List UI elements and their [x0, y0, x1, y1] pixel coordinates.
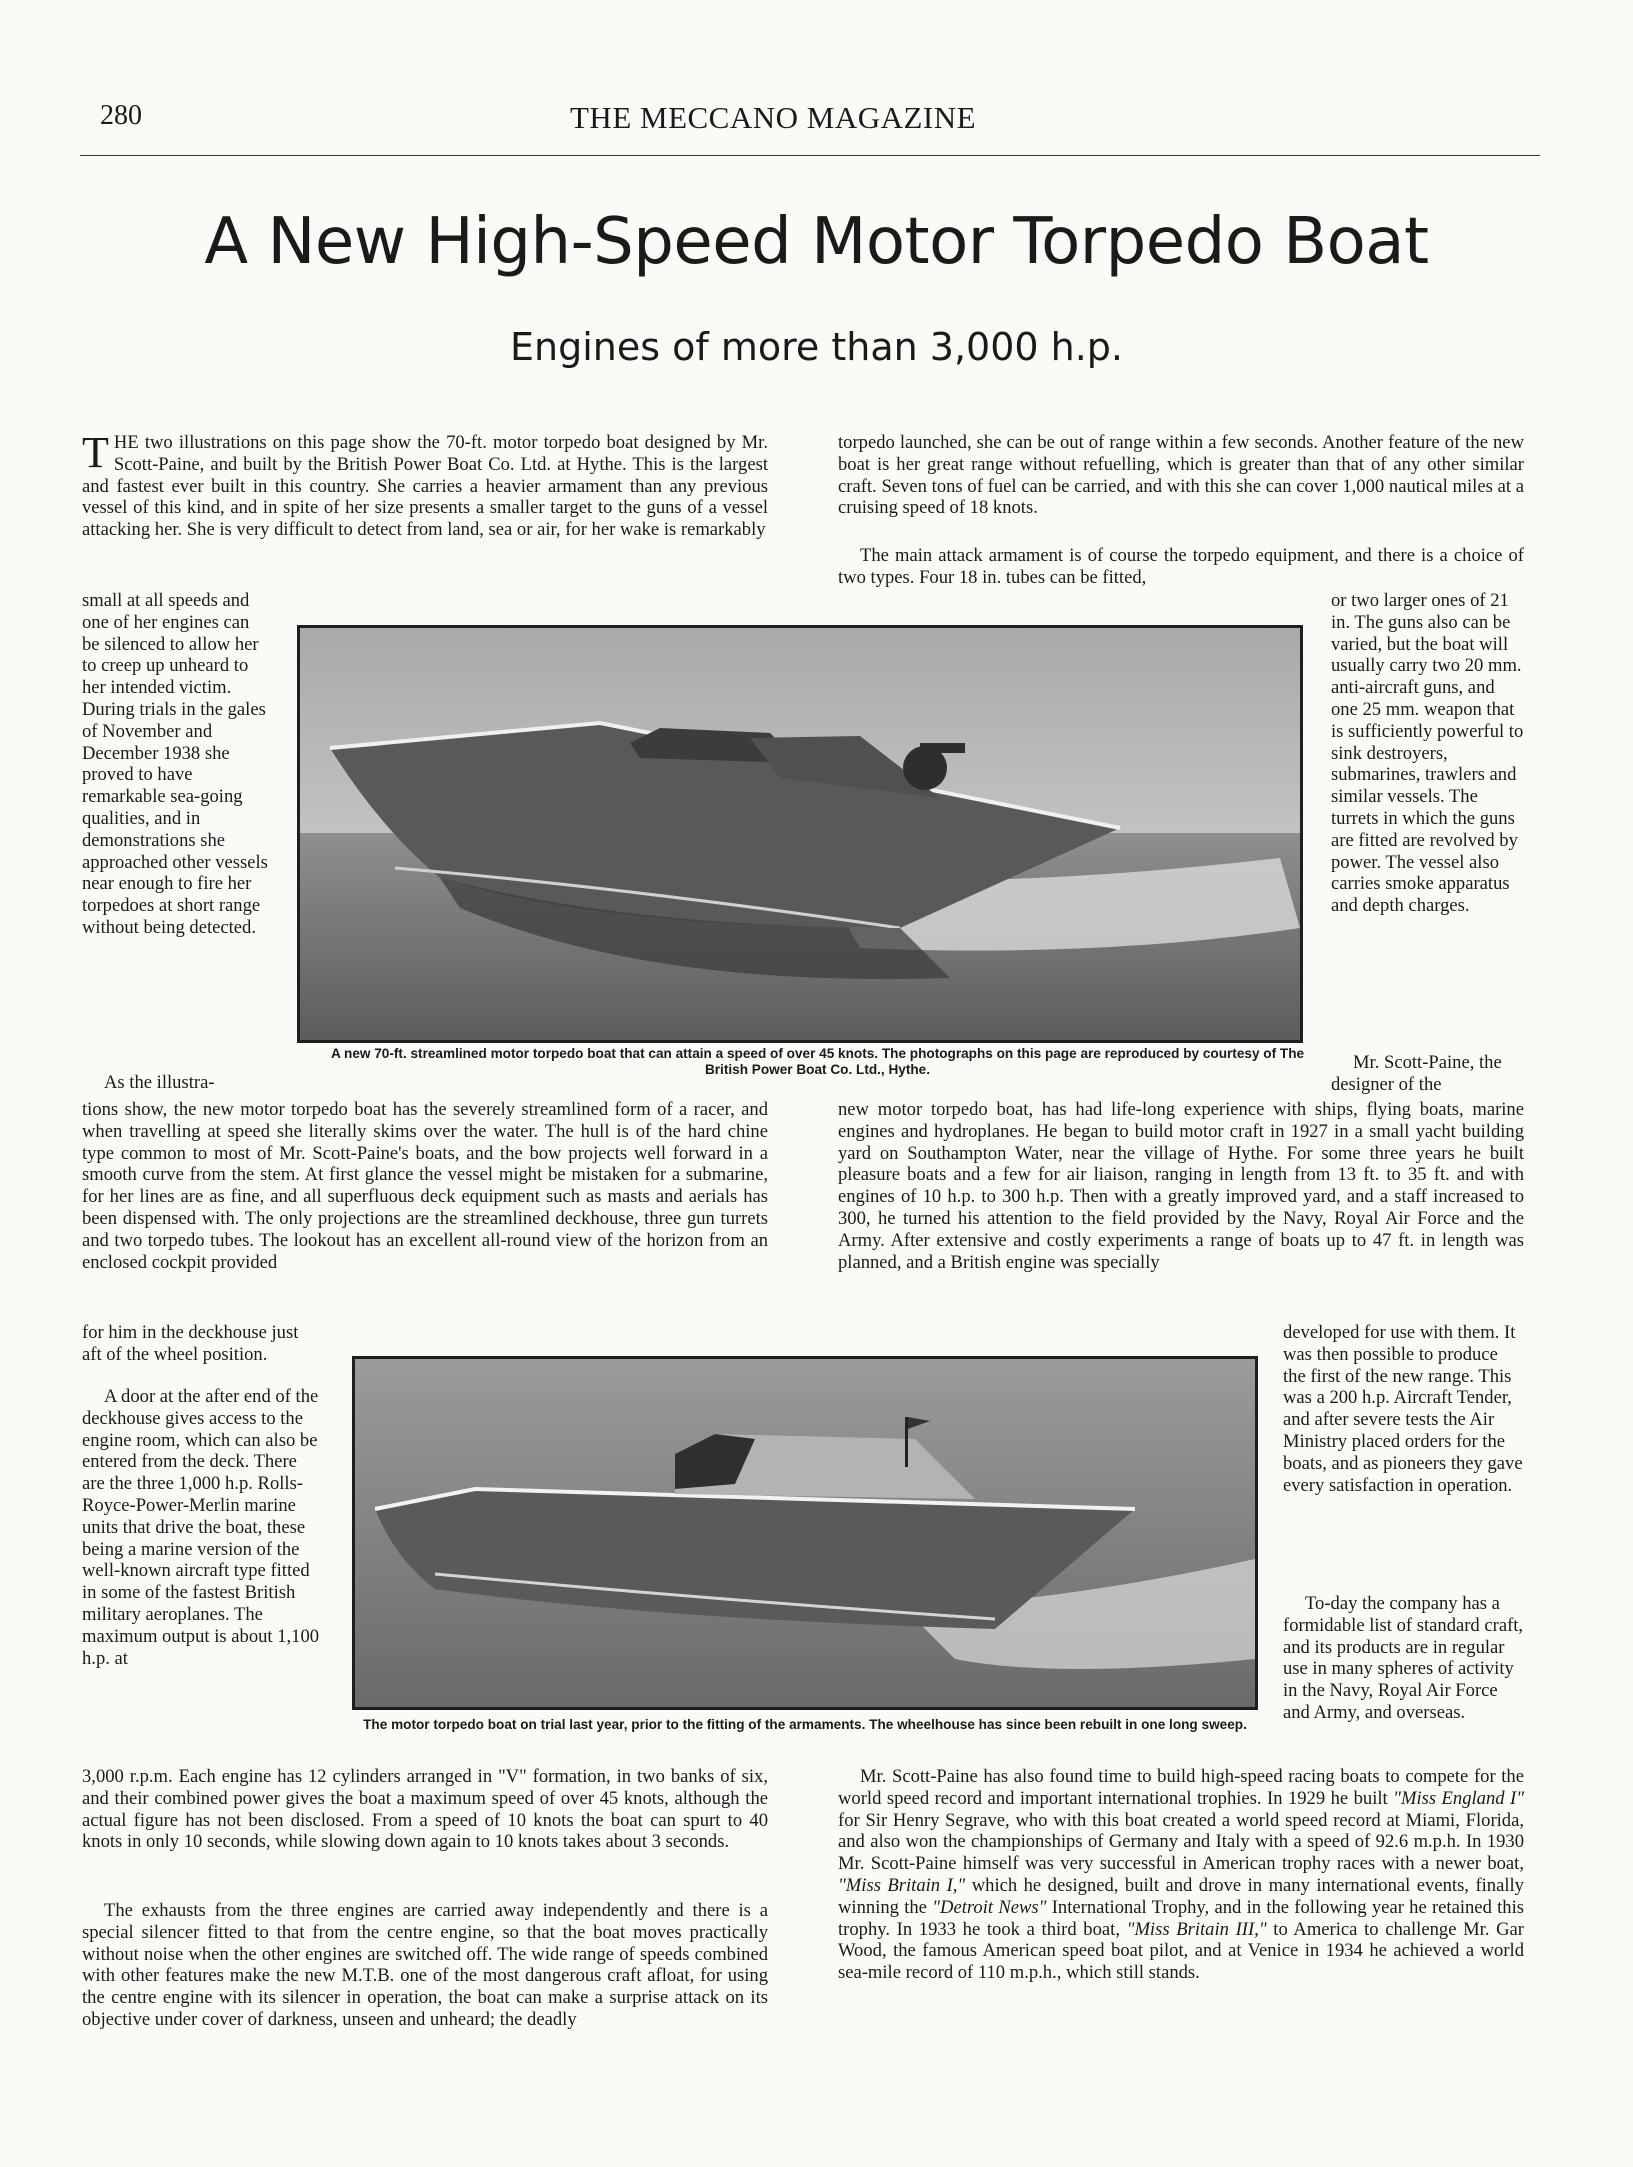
right-para3-wrap: Mr. Scott-Paine, the designer of the: [1331, 1052, 1502, 1095]
right-para3-full: new motor torpedo boat, has had life-long experience with ships, flying boats, marine engines and hydroplanes. He began to build motor craft in 1927 in a small yacht building yard on Southampton Water, near the village of Hythe. For some three years he built pleasure boats and a few for air liaison, ranging in length from 13 ft. to 35 ft. and with engines of 10 h.p. to 300 h.p. Then with a greatly improved yard, and a staff increased to 300, he turned his attention to the field provided by the Navy, Royal Air Force and the Army. After extensive and costly experiments a range of boats up to 47 ft. in length was planned, and a British engine was specially: [838, 1099, 1524, 1273]
intro-wrap: small at all speeds and one of her engines can be silenced to allow her to creep up unheard to her intended victim. During trials in the gales of November and December 1938 she proved to have remarkable sea-going qualities, and in demonstrations she approached other vessels near enough to fire her torpedoes at short range without being detected.: [82, 590, 268, 938]
right-para2-lead: The main attack armament is of course the torpedo equipment, and there is a choice of two types. Four 18 in. tubes can be fitted,: [838, 545, 1524, 588]
page-number: 280: [100, 100, 142, 131]
bottom-photo-caption: The motor torpedo boat on trial last year, prior to the fitting of the armaments. The wheelhouse has since been rebuilt in one long sweep.: [363, 1717, 1247, 1732]
torpedo-boat-trial-image: [355, 1359, 1255, 1707]
article-title: A New High-Speed Motor Torpedo Boat: [204, 205, 1429, 279]
para2-full: tions show, the new motor torpedo boat has the severely streamlined form of a racer, and when travelling at speed she literally skims over the water. The hull is of the hard chine type common to most of Mr. Scott-Paine's boats, and the bow projects well forward in a smooth curve from the stem. At first glance the vessel might be mistaken for a submarine, for her lines are as fine, and all superfluous deck equipment such as masts and aerials has been dispensed with. The only projections are the streamlined deckhouse, three gun turrets and two torpedo tubes. The lookout has an excellent all-round view of the horizon from an enclosed cockpit provided: [82, 1099, 768, 1273]
right-para5: Mr. Scott-Paine has also found time to build high-speed racing boats to compete for the world speed record and important international trophies. In 1929 he built "Miss England I" for Sir Henry Segrave, who with this boat created a world speed record at Miami, Florida, and also won the championships of Germany and Italy with a speed of 92.6 m.p.h. In 1930 Mr. Scott-Paine himself was very successful in American trophy races with a newer boat, "Miss Britain I," which he designed, built and drove in many international events, finally winning the "Detroit News" International Trophy, and in the following year he retained this trophy. In 1933 he took a third boat, "Miss Britain III," to America to challenge Mr. Gar Wood, the famous American speed boat pilot, and at Venice in 1934 he achieved a world sea-mile record of 110 m.p.h., which still stands.: [838, 1766, 1525, 1984]
drop-cap: T: [82, 428, 109, 477]
para3-wrap: A door at the after end of the deckhouse gives access to the engine room, which can also be entered from the deck. There are the three 1,000 h.p. Rolls-Royce-Power-Merlin marine units that drive the boat, these being a marine version of the well-known aircraft type fitted in some of the fastest British military aeroplanes. The maximum output is about 1,100 h.p. at: [82, 1386, 320, 1669]
top-photo-caption: A new 70-ft. streamlined motor torpedo boat that can attain a speed of over 45 knots. The photographs on this page are reproduced by courtesy of The British Power Boat Co. Ltd., Hythe.: [330, 1046, 1305, 1077]
right-para3-wrap2: developed for use with them. It was then possible to produce the first of the new range. This was a 200 h.p. Aircraft Tender, and after severe tests the Air Ministry placed orders for the boats, and as pioneers they gave every satisfaction in operation.: [1283, 1322, 1523, 1496]
right-para4-wrap: To-day the company has a formidable list of standard craft, and its products are in regular use in many spheres of activity in the Navy, Royal Air Force and Army, and overseas.: [1283, 1593, 1524, 1723]
article-intro: [82, 428, 768, 541]
para3-full: 3,000 r.p.m. Each engine has 12 cylinders arranged in "V" formation, in two banks of six, and their combined power gives the boat a maximum speed of over 45 knots, although the actual figure has not been disclosed. From a speed of 10 knots the boat can spurt to 40 knots in only 10 seconds, while slowing down again to 10 knots takes about 3 seconds.: [82, 1766, 768, 1853]
magazine-title: THE MECCANO MAGAZINE: [570, 100, 977, 135]
header-rule: [80, 155, 1540, 156]
right-para1: torpedo launched, she can be out of range within a few seconds. Another feature of the new boat is her great range without refuelling, which is greater than that of any other similar craft. Seven tons of fuel can be carried, and with this she can cover 1,000 nautical miles at a cruising speed of 18 knots.: [838, 432, 1524, 519]
para2-wrap2: for him in the deckhouse just aft of the wheel position.: [82, 1322, 299, 1365]
para2-wrap: As the illustra-: [104, 1072, 215, 1093]
right-para2-wrap: or two larger ones of 21 in. The guns also can be varied, but the boat will usually carry two 20 mm. anti-aircraft guns, and one 25 mm. weapon that is sufficiently powerful to sink destroyers, submarines, trawlers and similar vessels. The turrets in which the guns are fitted are revolved by power. The vessel also carries smoke apparatus and depth charges.: [1331, 590, 1524, 917]
torpedo-boat-photo-top: [297, 625, 1303, 1043]
para4: The exhausts from the three engines are carried away independently and there is a special silencer fitted to that from the centre engine, so that the boat moves practically without noise when the other engines are switched off. The wide range of speeds combined with other features make the new M.T.B. one of the most dangerous craft afloat, for using the centre engine with its silencer in operation, the boat can make a surprise attack on its objective under cover of darkness, unseen and unheard; the deadly: [82, 1900, 768, 2030]
article-subtitle: Engines of more than 3,000 h.p.: [510, 325, 1123, 369]
intro-text: HE two illustrations on this page show the 70-ft. motor torpedo boat designed by Mr. Scott-Paine, and built by the British Power Boat Co. Ltd. at Hythe. This is the largest and fastest ever built in this country. She carries a heavier armament than any previous vessel of this kind, and in spite of her size presents a smaller target to the guns of a vessel attacking her. She is very difficult to detect from land, sea or air, for her wake is remarkably: [82, 432, 768, 541]
torpedo-boat-at-speed-image: [300, 628, 1300, 1040]
torpedo-boat-photo-bottom: [352, 1356, 1258, 1710]
